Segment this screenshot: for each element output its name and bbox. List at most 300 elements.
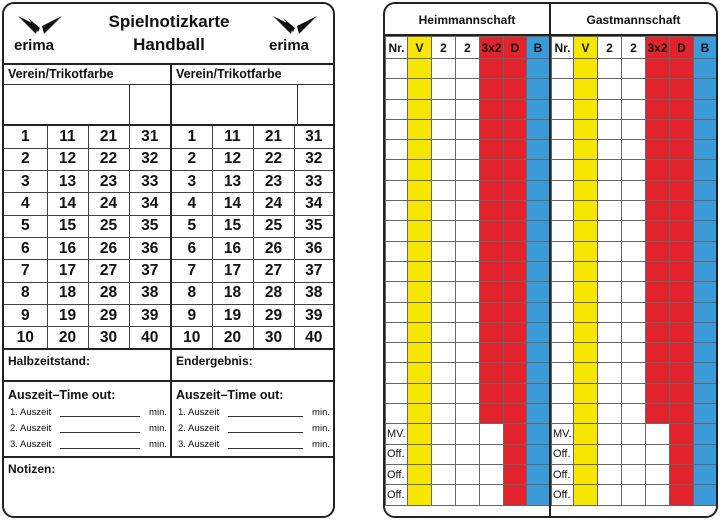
stat-cell[interactable] bbox=[646, 261, 670, 281]
stat-cell[interactable] bbox=[598, 119, 622, 139]
official-cell[interactable] bbox=[456, 444, 480, 464]
stat-cell[interactable] bbox=[408, 180, 432, 200]
stat-cell[interactable] bbox=[670, 59, 694, 79]
stat-cell[interactable] bbox=[646, 322, 670, 342]
official-cell[interactable] bbox=[432, 464, 456, 484]
stat-cell[interactable] bbox=[552, 383, 574, 403]
jersey-number[interactable]: 39 bbox=[129, 304, 170, 326]
stat-cell[interactable] bbox=[574, 180, 598, 200]
jersey-number[interactable]: 13 bbox=[212, 171, 253, 193]
stat-cell[interactable] bbox=[386, 363, 408, 383]
stat-cell[interactable] bbox=[432, 302, 456, 322]
stat-cell[interactable] bbox=[552, 160, 574, 180]
stat-cell[interactable] bbox=[670, 343, 694, 363]
stat-cell[interactable] bbox=[670, 322, 694, 342]
stat-cell[interactable] bbox=[646, 79, 670, 99]
official-cell[interactable] bbox=[694, 464, 717, 484]
stat-cell[interactable] bbox=[504, 140, 527, 160]
stat-cell[interactable] bbox=[622, 140, 646, 160]
official-cell[interactable] bbox=[574, 485, 598, 505]
jersey-number[interactable]: 4 bbox=[172, 193, 212, 215]
jersey-number[interactable]: 2 bbox=[4, 148, 47, 170]
official-cell[interactable] bbox=[432, 444, 456, 464]
stat-cell[interactable] bbox=[386, 282, 408, 302]
jersey-number[interactable]: 21 bbox=[253, 126, 294, 148]
stat-cell[interactable] bbox=[456, 363, 480, 383]
stat-cell[interactable] bbox=[408, 363, 432, 383]
stat-cell[interactable] bbox=[622, 99, 646, 119]
jersey-number[interactable]: 28 bbox=[88, 282, 129, 304]
stat-cell[interactable] bbox=[480, 322, 504, 342]
stat-cell[interactable] bbox=[480, 201, 504, 221]
stat-cell[interactable] bbox=[432, 160, 456, 180]
jersey-number[interactable]: 30 bbox=[88, 327, 129, 349]
stat-cell[interactable] bbox=[574, 59, 598, 79]
stat-cell[interactable] bbox=[670, 180, 694, 200]
official-cell[interactable] bbox=[432, 424, 456, 444]
jersey-number[interactable]: 10 bbox=[183, 329, 201, 347]
official-cell[interactable] bbox=[504, 464, 527, 484]
official-cell[interactable] bbox=[527, 444, 550, 464]
official-cell[interactable] bbox=[670, 464, 694, 484]
jersey-number[interactable]: 36 bbox=[129, 237, 170, 259]
official-cell[interactable] bbox=[598, 485, 622, 505]
stat-cell[interactable] bbox=[646, 343, 670, 363]
jersey-number[interactable]: 11 bbox=[47, 126, 88, 148]
official-cell[interactable] bbox=[622, 424, 646, 444]
stat-cell[interactable] bbox=[432, 322, 456, 342]
jersey-number[interactable]: 35 bbox=[294, 215, 333, 237]
official-cell[interactable] bbox=[574, 444, 598, 464]
stat-cell[interactable] bbox=[552, 302, 574, 322]
jersey-number[interactable]: 5 bbox=[172, 215, 212, 237]
jersey-number[interactable]: 6 bbox=[172, 237, 212, 259]
official-cell[interactable] bbox=[504, 424, 527, 444]
stat-cell[interactable] bbox=[598, 383, 622, 403]
stat-cell[interactable] bbox=[694, 140, 717, 160]
stat-cell[interactable] bbox=[504, 201, 527, 221]
stat-cell[interactable] bbox=[646, 221, 670, 241]
stat-cell[interactable] bbox=[432, 363, 456, 383]
stat-cell[interactable] bbox=[527, 241, 550, 261]
jersey-number[interactable]: 36 bbox=[294, 237, 333, 259]
jersey-number[interactable]: 15 bbox=[47, 215, 88, 237]
notes-field[interactable] bbox=[4, 456, 333, 518]
jersey-number[interactable]: 27 bbox=[88, 260, 129, 282]
jersey-number[interactable]: 29 bbox=[253, 304, 294, 326]
official-cell[interactable] bbox=[598, 444, 622, 464]
stat-cell[interactable] bbox=[598, 140, 622, 160]
stat-cell[interactable] bbox=[670, 201, 694, 221]
stat-cell[interactable] bbox=[694, 261, 717, 281]
stat-cell[interactable] bbox=[386, 383, 408, 403]
jersey-number[interactable]: 9 bbox=[4, 304, 47, 326]
stat-cell[interactable] bbox=[694, 79, 717, 99]
jersey-number[interactable]: 25 bbox=[253, 215, 294, 237]
official-cell[interactable] bbox=[574, 464, 598, 484]
stat-cell[interactable] bbox=[432, 59, 456, 79]
stat-cell[interactable] bbox=[456, 322, 480, 342]
jersey-number[interactable]: 34 bbox=[294, 193, 333, 215]
stat-cell[interactable] bbox=[552, 140, 574, 160]
team-name-field-b[interactable] bbox=[172, 84, 297, 126]
official-cell[interactable] bbox=[694, 485, 717, 505]
stat-cell[interactable] bbox=[622, 343, 646, 363]
jersey-number[interactable]: 8 bbox=[172, 282, 212, 304]
stat-cell[interactable] bbox=[670, 99, 694, 119]
stat-cell[interactable] bbox=[480, 241, 504, 261]
stat-cell[interactable] bbox=[622, 59, 646, 79]
stat-cell[interactable] bbox=[527, 79, 550, 99]
stat-cell[interactable] bbox=[504, 404, 527, 424]
stat-cell[interactable] bbox=[574, 221, 598, 241]
stat-cell[interactable] bbox=[670, 282, 694, 302]
stat-cell[interactable] bbox=[552, 404, 574, 424]
stat-cell[interactable] bbox=[432, 201, 456, 221]
stat-cell[interactable] bbox=[408, 140, 432, 160]
jersey-number[interactable]: 7 bbox=[4, 260, 47, 282]
stat-cell[interactable] bbox=[552, 343, 574, 363]
stat-cell[interactable] bbox=[456, 160, 480, 180]
stat-cell[interactable] bbox=[552, 59, 574, 79]
stat-cell[interactable] bbox=[598, 363, 622, 383]
official-cell[interactable] bbox=[480, 485, 504, 505]
stat-cell[interactable] bbox=[480, 59, 504, 79]
jersey-number[interactable]: 21 bbox=[88, 126, 129, 148]
jersey-number[interactable]: 16 bbox=[212, 237, 253, 259]
stat-cell[interactable] bbox=[504, 241, 527, 261]
stat-cell[interactable] bbox=[670, 221, 694, 241]
stat-cell[interactable] bbox=[598, 322, 622, 342]
stat-cell[interactable] bbox=[527, 160, 550, 180]
official-cell[interactable] bbox=[694, 444, 717, 464]
jersey-number[interactable]: 26 bbox=[88, 237, 129, 259]
stat-cell[interactable] bbox=[504, 180, 527, 200]
stat-cell[interactable] bbox=[552, 119, 574, 139]
stat-cell[interactable] bbox=[504, 302, 527, 322]
jersey-number[interactable]: 12 bbox=[47, 148, 88, 170]
stat-cell[interactable] bbox=[432, 180, 456, 200]
stat-cell[interactable] bbox=[527, 363, 550, 383]
stat-cell[interactable] bbox=[527, 180, 550, 200]
jersey-number[interactable]: 9 bbox=[172, 304, 212, 326]
stat-cell[interactable] bbox=[646, 160, 670, 180]
stat-cell[interactable] bbox=[598, 59, 622, 79]
jersey-number[interactable]: 39 bbox=[294, 304, 333, 326]
stat-cell[interactable] bbox=[432, 261, 456, 281]
stat-cell[interactable] bbox=[694, 180, 717, 200]
official-cell[interactable] bbox=[480, 464, 504, 484]
stat-cell[interactable] bbox=[694, 302, 717, 322]
jersey-number[interactable]: 18 bbox=[47, 282, 88, 304]
official-cell[interactable] bbox=[408, 444, 432, 464]
stat-cell[interactable] bbox=[622, 261, 646, 281]
official-cell[interactable] bbox=[456, 464, 480, 484]
stat-cell[interactable] bbox=[386, 119, 408, 139]
stat-cell[interactable] bbox=[694, 119, 717, 139]
jersey-number[interactable]: 31 bbox=[294, 126, 333, 148]
jersey-number[interactable]: 37 bbox=[129, 260, 170, 282]
stat-cell[interactable] bbox=[504, 160, 527, 180]
stat-cell[interactable] bbox=[694, 282, 717, 302]
jersey-number[interactable]: 17 bbox=[212, 260, 253, 282]
timeout-row[interactable] bbox=[8, 405, 170, 421]
stat-cell[interactable] bbox=[456, 180, 480, 200]
stat-cell[interactable] bbox=[386, 404, 408, 424]
stat-cell[interactable] bbox=[432, 343, 456, 363]
jersey-number[interactable]: 26 bbox=[253, 237, 294, 259]
stat-cell[interactable] bbox=[646, 302, 670, 322]
halftime-score-field[interactable] bbox=[4, 348, 170, 380]
stat-cell[interactable] bbox=[504, 322, 527, 342]
jersey-number[interactable]: 28 bbox=[253, 282, 294, 304]
jersey-number[interactable]: 38 bbox=[294, 282, 333, 304]
stat-cell[interactable] bbox=[552, 201, 574, 221]
stat-cell[interactable] bbox=[456, 302, 480, 322]
stat-cell[interactable] bbox=[456, 404, 480, 424]
stat-cell[interactable] bbox=[552, 221, 574, 241]
stat-cell[interactable] bbox=[386, 180, 408, 200]
stat-cell[interactable] bbox=[456, 383, 480, 403]
jersey-number[interactable]: 1 bbox=[4, 126, 47, 148]
stat-cell[interactable] bbox=[622, 404, 646, 424]
jersey-number[interactable]: 23 bbox=[88, 171, 129, 193]
stat-cell[interactable] bbox=[408, 99, 432, 119]
stat-cell[interactable] bbox=[504, 79, 527, 99]
official-cell[interactable] bbox=[670, 444, 694, 464]
jersey-number[interactable]: 14 bbox=[47, 193, 88, 215]
stat-cell[interactable] bbox=[480, 99, 504, 119]
stat-cell[interactable] bbox=[527, 343, 550, 363]
stat-cell[interactable] bbox=[432, 79, 456, 99]
jersey-number[interactable]: 20 bbox=[47, 327, 88, 349]
stat-cell[interactable] bbox=[598, 282, 622, 302]
stat-cell[interactable] bbox=[552, 241, 574, 261]
stat-cell[interactable] bbox=[622, 79, 646, 99]
stat-cell[interactable] bbox=[552, 363, 574, 383]
jersey-number[interactable]: 3 bbox=[172, 171, 212, 193]
stat-cell[interactable] bbox=[694, 59, 717, 79]
jersey-number[interactable]: 14 bbox=[212, 193, 253, 215]
stat-cell[interactable] bbox=[456, 343, 480, 363]
stat-cell[interactable] bbox=[598, 343, 622, 363]
stat-cell[interactable] bbox=[646, 201, 670, 221]
stat-cell[interactable] bbox=[504, 59, 527, 79]
stat-cell[interactable] bbox=[408, 79, 432, 99]
stat-cell[interactable] bbox=[574, 119, 598, 139]
stat-cell[interactable] bbox=[598, 79, 622, 99]
stat-cell[interactable] bbox=[646, 241, 670, 261]
stat-cell[interactable] bbox=[670, 79, 694, 99]
stat-cell[interactable] bbox=[622, 119, 646, 139]
stat-cell[interactable] bbox=[408, 160, 432, 180]
official-cell[interactable] bbox=[670, 485, 694, 505]
official-cell[interactable] bbox=[527, 485, 550, 505]
stat-cell[interactable] bbox=[670, 363, 694, 383]
stat-cell[interactable] bbox=[527, 261, 550, 281]
stat-cell[interactable] bbox=[646, 180, 670, 200]
official-cell[interactable] bbox=[646, 424, 670, 444]
stat-cell[interactable] bbox=[694, 221, 717, 241]
stat-cell[interactable] bbox=[574, 363, 598, 383]
stat-cell[interactable] bbox=[386, 99, 408, 119]
jersey-number[interactable]: 30 bbox=[253, 327, 294, 349]
stat-cell[interactable] bbox=[622, 221, 646, 241]
jersey-number[interactable]: 40 bbox=[129, 327, 170, 349]
stat-cell[interactable] bbox=[527, 383, 550, 403]
jersey-number[interactable]: 19 bbox=[212, 304, 253, 326]
stat-cell[interactable] bbox=[504, 221, 527, 241]
jersey-number[interactable]: 1 bbox=[172, 126, 212, 148]
stat-cell[interactable] bbox=[408, 261, 432, 281]
timeout-row[interactable] bbox=[176, 421, 333, 437]
stat-cell[interactable] bbox=[598, 261, 622, 281]
stat-cell[interactable] bbox=[552, 99, 574, 119]
stat-cell[interactable] bbox=[646, 363, 670, 383]
stat-cell[interactable] bbox=[694, 404, 717, 424]
stat-cell[interactable] bbox=[432, 404, 456, 424]
official-cell[interactable] bbox=[408, 424, 432, 444]
stat-cell[interactable] bbox=[694, 201, 717, 221]
final-score-field[interactable] bbox=[170, 348, 333, 380]
jersey-number[interactable]: 12 bbox=[212, 148, 253, 170]
official-cell[interactable] bbox=[456, 424, 480, 444]
official-cell[interactable] bbox=[598, 424, 622, 444]
stat-cell[interactable] bbox=[694, 160, 717, 180]
stat-cell[interactable] bbox=[694, 241, 717, 261]
stat-cell[interactable] bbox=[527, 302, 550, 322]
stat-cell[interactable] bbox=[622, 322, 646, 342]
stat-cell[interactable] bbox=[504, 282, 527, 302]
stat-cell[interactable] bbox=[408, 383, 432, 403]
stat-cell[interactable] bbox=[574, 261, 598, 281]
jersey-number[interactable]: 11 bbox=[212, 126, 253, 148]
jersey-number[interactable]: 33 bbox=[129, 171, 170, 193]
stat-cell[interactable] bbox=[386, 302, 408, 322]
team-color-field-b[interactable] bbox=[297, 84, 333, 126]
jersey-number[interactable]: 32 bbox=[129, 148, 170, 170]
stat-cell[interactable] bbox=[527, 282, 550, 302]
official-cell[interactable] bbox=[527, 464, 550, 484]
stat-cell[interactable] bbox=[408, 201, 432, 221]
stat-cell[interactable] bbox=[574, 140, 598, 160]
stat-cell[interactable] bbox=[552, 261, 574, 281]
stat-cell[interactable] bbox=[552, 322, 574, 342]
stat-cell[interactable] bbox=[480, 363, 504, 383]
official-cell[interactable] bbox=[456, 485, 480, 505]
stat-cell[interactable] bbox=[432, 221, 456, 241]
jersey-number[interactable]: 23 bbox=[253, 171, 294, 193]
jersey-number[interactable]: 31 bbox=[129, 126, 170, 148]
stat-cell[interactable] bbox=[552, 79, 574, 99]
stat-cell[interactable] bbox=[386, 140, 408, 160]
stat-cell[interactable] bbox=[670, 119, 694, 139]
team-color-field-a[interactable] bbox=[129, 84, 171, 126]
stat-cell[interactable] bbox=[646, 119, 670, 139]
stat-cell[interactable] bbox=[480, 221, 504, 241]
timeout-row[interactable] bbox=[8, 437, 170, 453]
stat-cell[interactable] bbox=[527, 119, 550, 139]
stat-cell[interactable] bbox=[480, 119, 504, 139]
stat-cell[interactable] bbox=[432, 383, 456, 403]
stat-cell[interactable] bbox=[527, 322, 550, 342]
jersey-number[interactable]: 19 bbox=[47, 304, 88, 326]
stat-cell[interactable] bbox=[622, 201, 646, 221]
official-cell[interactable] bbox=[432, 485, 456, 505]
stat-cell[interactable] bbox=[456, 221, 480, 241]
stat-cell[interactable] bbox=[646, 282, 670, 302]
stat-cell[interactable] bbox=[574, 79, 598, 99]
stat-cell[interactable] bbox=[480, 79, 504, 99]
stat-cell[interactable] bbox=[408, 59, 432, 79]
stat-cell[interactable] bbox=[670, 241, 694, 261]
jersey-number[interactable]: 17 bbox=[47, 260, 88, 282]
stat-cell[interactable] bbox=[386, 160, 408, 180]
stat-cell[interactable] bbox=[670, 160, 694, 180]
stat-cell[interactable] bbox=[670, 302, 694, 322]
stat-cell[interactable] bbox=[574, 160, 598, 180]
stat-cell[interactable] bbox=[456, 119, 480, 139]
jersey-number[interactable]: 6 bbox=[4, 237, 47, 259]
stat-cell[interactable] bbox=[480, 302, 504, 322]
stat-cell[interactable] bbox=[622, 241, 646, 261]
stat-cell[interactable] bbox=[622, 363, 646, 383]
stat-cell[interactable] bbox=[432, 119, 456, 139]
stat-cell[interactable] bbox=[527, 221, 550, 241]
stat-cell[interactable] bbox=[574, 322, 598, 342]
stat-cell[interactable] bbox=[480, 160, 504, 180]
stat-cell[interactable] bbox=[527, 140, 550, 160]
stat-cell[interactable] bbox=[386, 261, 408, 281]
official-cell[interactable] bbox=[480, 444, 504, 464]
official-cell[interactable] bbox=[646, 464, 670, 484]
stat-cell[interactable] bbox=[622, 383, 646, 403]
stat-cell[interactable] bbox=[386, 221, 408, 241]
stat-cell[interactable] bbox=[408, 221, 432, 241]
stat-cell[interactable] bbox=[504, 363, 527, 383]
stat-cell[interactable] bbox=[694, 322, 717, 342]
jersey-number[interactable]: 15 bbox=[212, 215, 253, 237]
official-cell[interactable] bbox=[670, 424, 694, 444]
official-cell[interactable] bbox=[527, 424, 550, 444]
official-cell[interactable] bbox=[480, 424, 504, 444]
stat-cell[interactable] bbox=[574, 241, 598, 261]
stat-cell[interactable] bbox=[480, 343, 504, 363]
stat-cell[interactable] bbox=[694, 363, 717, 383]
stat-cell[interactable] bbox=[670, 261, 694, 281]
official-cell[interactable] bbox=[408, 485, 432, 505]
stat-cell[interactable] bbox=[646, 99, 670, 119]
stat-cell[interactable] bbox=[386, 343, 408, 363]
stat-cell[interactable] bbox=[480, 140, 504, 160]
stat-cell[interactable] bbox=[574, 99, 598, 119]
stat-cell[interactable] bbox=[574, 383, 598, 403]
stat-cell[interactable] bbox=[598, 221, 622, 241]
stat-cell[interactable] bbox=[432, 241, 456, 261]
timeout-row[interactable] bbox=[176, 437, 333, 453]
official-cell[interactable] bbox=[504, 485, 527, 505]
stat-cell[interactable] bbox=[456, 282, 480, 302]
stat-cell[interactable] bbox=[598, 201, 622, 221]
stat-cell[interactable] bbox=[527, 201, 550, 221]
jersey-number[interactable]: 24 bbox=[88, 193, 129, 215]
stat-cell[interactable] bbox=[456, 59, 480, 79]
jersey-number[interactable]: 38 bbox=[129, 282, 170, 304]
stat-cell[interactable] bbox=[480, 404, 504, 424]
jersey-number[interactable]: 13 bbox=[47, 171, 88, 193]
stat-cell[interactable] bbox=[408, 404, 432, 424]
jersey-number[interactable]: 29 bbox=[88, 304, 129, 326]
